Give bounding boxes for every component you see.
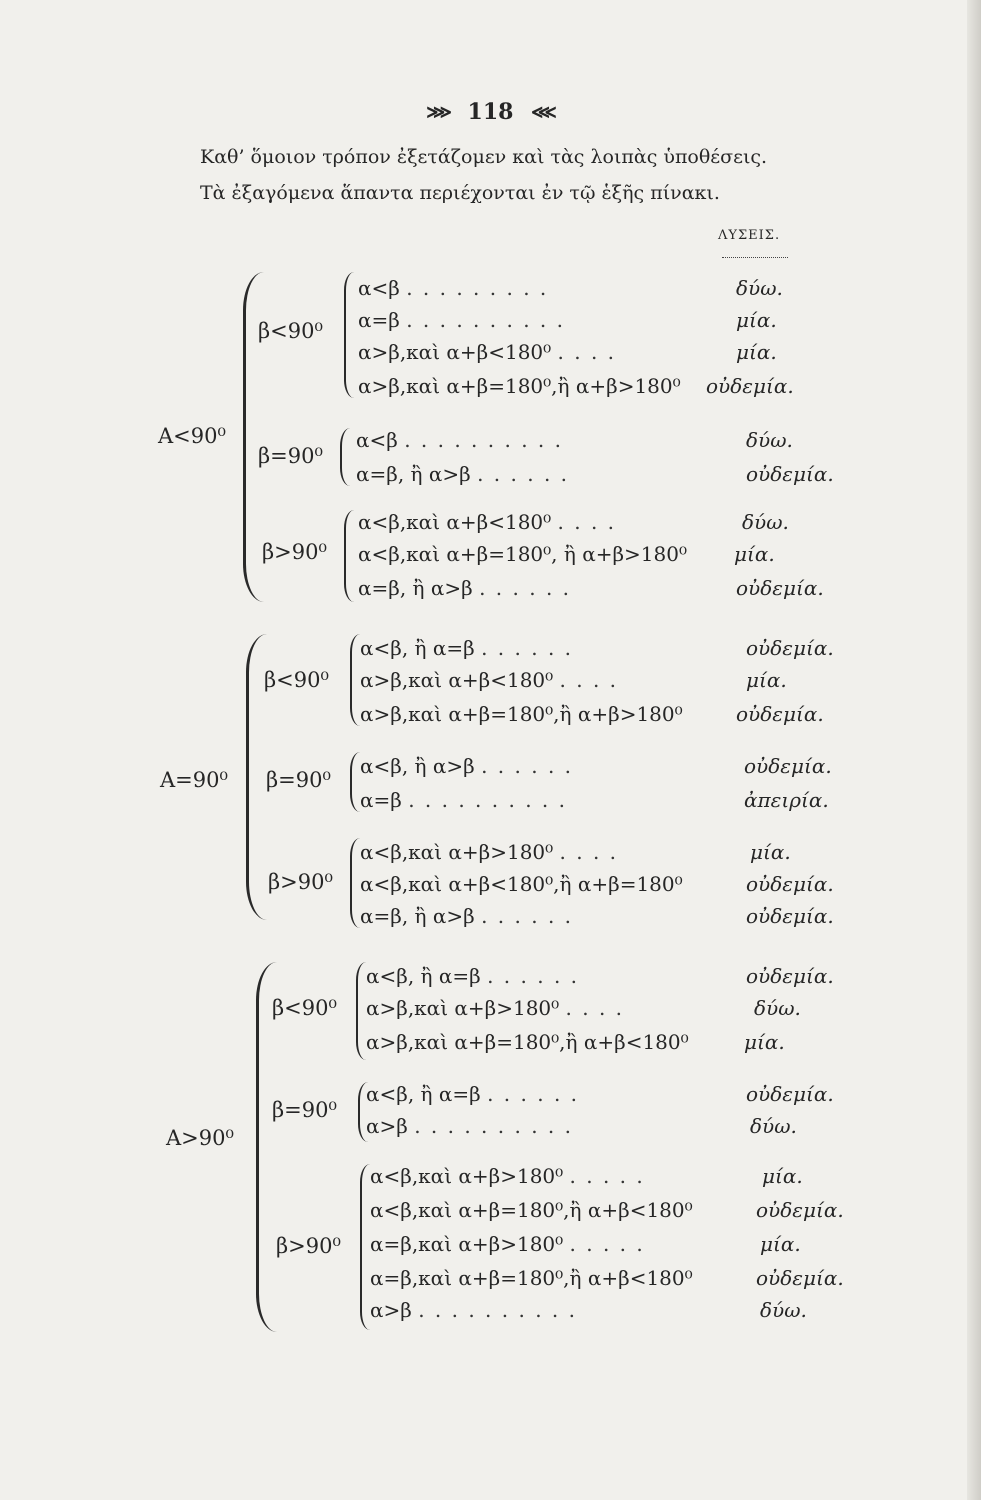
case-text: α<β, ἢ α=β xyxy=(366,1082,481,1106)
case-row xyxy=(360,872,683,896)
result: οὐδεμία. xyxy=(756,1266,844,1290)
solutions-column-heading: ΛΥΣΕΙΣ. xyxy=(718,228,781,243)
result: μία. xyxy=(736,308,777,332)
right-ornament: ⋘ xyxy=(531,101,555,123)
case-row xyxy=(366,1030,689,1054)
result: μία. xyxy=(762,1164,803,1188)
leader-dots: . . . . . . . . . . xyxy=(418,1298,577,1322)
case-text: α<β,καὶ α+β=180⁰,ἢ α+β<180⁰ xyxy=(370,1198,693,1222)
case-text: α>β,καὶ α+β<180⁰ xyxy=(358,340,552,364)
result: οὐδεμία. xyxy=(746,904,834,928)
result: μία. xyxy=(744,1030,785,1054)
subgroup-condition: β<90⁰ xyxy=(264,668,329,692)
page-binding-shadow xyxy=(967,0,981,1500)
result: οὐδεμία. xyxy=(744,754,832,778)
result: δύω. xyxy=(742,510,789,534)
case-row xyxy=(358,510,616,534)
leader-dots: . . . . . . xyxy=(481,904,574,928)
result: οὐδεμία. xyxy=(736,702,824,726)
case-row xyxy=(356,428,563,452)
case-text: α>β,καὶ α+β>180⁰ xyxy=(366,996,560,1020)
result: μία. xyxy=(746,668,787,692)
case-row xyxy=(370,1164,645,1188)
subgroup-brace xyxy=(344,272,356,398)
leader-dots: . . . . . . . . . . xyxy=(404,428,563,452)
case-text: α>β,καὶ α+β<180⁰ xyxy=(360,668,554,692)
case-row xyxy=(360,754,573,778)
leader-dots: . . . . xyxy=(557,510,617,534)
case-row xyxy=(358,542,687,566)
left-ornament: ⋙ xyxy=(426,101,450,123)
page-header xyxy=(0,98,981,125)
case-text: α<β xyxy=(356,428,398,452)
case-row xyxy=(360,840,618,864)
case-row xyxy=(356,462,569,486)
result: οὐδεμία. xyxy=(746,872,834,896)
subgroup-condition: β>90⁰ xyxy=(262,540,327,564)
case-row xyxy=(360,788,567,812)
leader-dots: . . . . xyxy=(565,996,625,1020)
case-row xyxy=(370,1232,645,1256)
subgroup-condition: β=90⁰ xyxy=(266,768,331,792)
case-text: α=β, ἢ α>β xyxy=(356,462,471,486)
result: δύω. xyxy=(760,1298,807,1322)
result: οὐδεμία. xyxy=(746,636,834,660)
case-text: α>β xyxy=(366,1114,408,1138)
leader-dots: . . . . . xyxy=(569,1164,645,1188)
leader-dots: . . . . . . xyxy=(479,576,572,600)
leader-dots: . . . . xyxy=(559,668,619,692)
case-row xyxy=(370,1266,693,1290)
case-row xyxy=(360,636,573,660)
result: μία. xyxy=(750,840,791,864)
case-row xyxy=(370,1198,693,1222)
intro-line-1: Καθ’ ὅμοιον τρόπον ἐξετάζομεν καὶ τὰς λοιπὰς ὑποθέσεις. xyxy=(200,146,768,168)
group-condition: Α=90⁰ xyxy=(160,768,228,792)
result: οὐδεμία. xyxy=(746,964,834,988)
case-text: α=β,καὶ α+β=180⁰,ἢ α+β<180⁰ xyxy=(370,1266,693,1290)
case-row xyxy=(358,276,548,300)
case-text: α>β,καὶ α+β=180⁰,ἢ α+β<180⁰ xyxy=(366,1030,689,1054)
case-row xyxy=(360,668,618,692)
page-number: 118 xyxy=(467,99,514,125)
result: μία. xyxy=(736,340,777,364)
leader-dots: . . . . . . . . . . xyxy=(406,308,565,332)
result: δύω. xyxy=(750,1114,797,1138)
case-text: α<β,καὶ α+β>180⁰ xyxy=(360,840,554,864)
case-text: α<β, ἢ α=β xyxy=(366,964,481,988)
case-row xyxy=(358,308,565,332)
subgroup-condition: β<90⁰ xyxy=(258,319,323,343)
case-text: α>β,καὶ α+β=180⁰,ἢ α+β>180⁰ xyxy=(360,702,683,726)
leader-dots: . . . . . . xyxy=(477,462,570,486)
case-text: α=β xyxy=(360,788,402,812)
result: οὐδεμία. xyxy=(736,576,824,600)
result: ἀπειρία. xyxy=(744,788,829,812)
result: μία. xyxy=(734,542,775,566)
case-text: α<β, ἢ α>β xyxy=(360,754,475,778)
result: δύω. xyxy=(754,996,801,1020)
case-text: α=β,καὶ α+β>180⁰ xyxy=(370,1232,564,1256)
subgroup-condition: β=90⁰ xyxy=(258,444,323,468)
case-row xyxy=(366,1082,579,1106)
case-row xyxy=(358,340,616,364)
case-text: α<β,καὶ α+β>180⁰ xyxy=(370,1164,564,1188)
subgroup-condition: β<90⁰ xyxy=(272,996,337,1020)
case-text: α<β,καὶ α+β<180⁰ xyxy=(358,510,552,534)
intro-line-2: Τὰ ἐξαγόμενα ἅπαντα περιέχονται ἐν τῷ ἑξῆς πίνακι. xyxy=(200,182,720,204)
leader-dots: . . . . . . xyxy=(481,754,574,778)
subgroup-brace xyxy=(344,510,356,602)
case-row xyxy=(370,1298,577,1322)
case-text: α<β,καὶ α+β<180⁰,ἢ α+β=180⁰ xyxy=(360,872,683,896)
case-row xyxy=(360,702,683,726)
case-row xyxy=(360,904,573,928)
result: οὐδεμία. xyxy=(756,1198,844,1222)
leader-dots: . . . . . . . . . . xyxy=(408,788,567,812)
case-row xyxy=(358,374,681,398)
group-condition: Α<90⁰ xyxy=(158,424,226,448)
group-condition: Α>90⁰ xyxy=(166,1126,234,1150)
result: δύω. xyxy=(736,276,783,300)
case-text: α>β,καὶ α+β=180⁰,ἢ α+β>180⁰ xyxy=(358,374,681,398)
case-text: α=β xyxy=(358,308,400,332)
case-text: α=β, ἢ α>β xyxy=(358,576,473,600)
heading-rule xyxy=(722,257,788,258)
leader-dots: . . . . . xyxy=(569,1232,645,1256)
case-text: α>β xyxy=(370,1298,412,1322)
leader-dots: . . . . . . . . . xyxy=(406,276,549,300)
leader-dots: . . . . xyxy=(559,840,619,864)
case-row xyxy=(358,576,571,600)
subgroup-condition: β=90⁰ xyxy=(272,1098,337,1122)
case-text: α=β, ἢ α>β xyxy=(360,904,475,928)
case-text: α<β xyxy=(358,276,400,300)
case-text: α<β,καὶ α+β=180⁰, ἢ α+β>180⁰ xyxy=(358,542,687,566)
leader-dots: . . . . xyxy=(557,340,617,364)
leader-dots: . . . . . . xyxy=(481,636,574,660)
case-text: α<β, ἢ α=β xyxy=(360,636,475,660)
case-row xyxy=(366,964,579,988)
result: οὐδεμία. xyxy=(746,462,834,486)
result: οὐδεμία. xyxy=(706,374,794,398)
leader-dots: . . . . . . . . . . xyxy=(414,1114,573,1138)
case-row xyxy=(366,996,624,1020)
leader-dots: . . . . . . xyxy=(487,1082,580,1106)
leader-dots: . . . . . . xyxy=(487,964,580,988)
subgroup-brace xyxy=(340,428,352,486)
result: δύω. xyxy=(746,428,793,452)
result: μία. xyxy=(760,1232,801,1256)
result: οὐδεμία. xyxy=(746,1082,834,1106)
case-row xyxy=(366,1114,573,1138)
subgroup-condition: β>90⁰ xyxy=(268,870,333,894)
subgroup-condition: β>90⁰ xyxy=(276,1234,341,1258)
